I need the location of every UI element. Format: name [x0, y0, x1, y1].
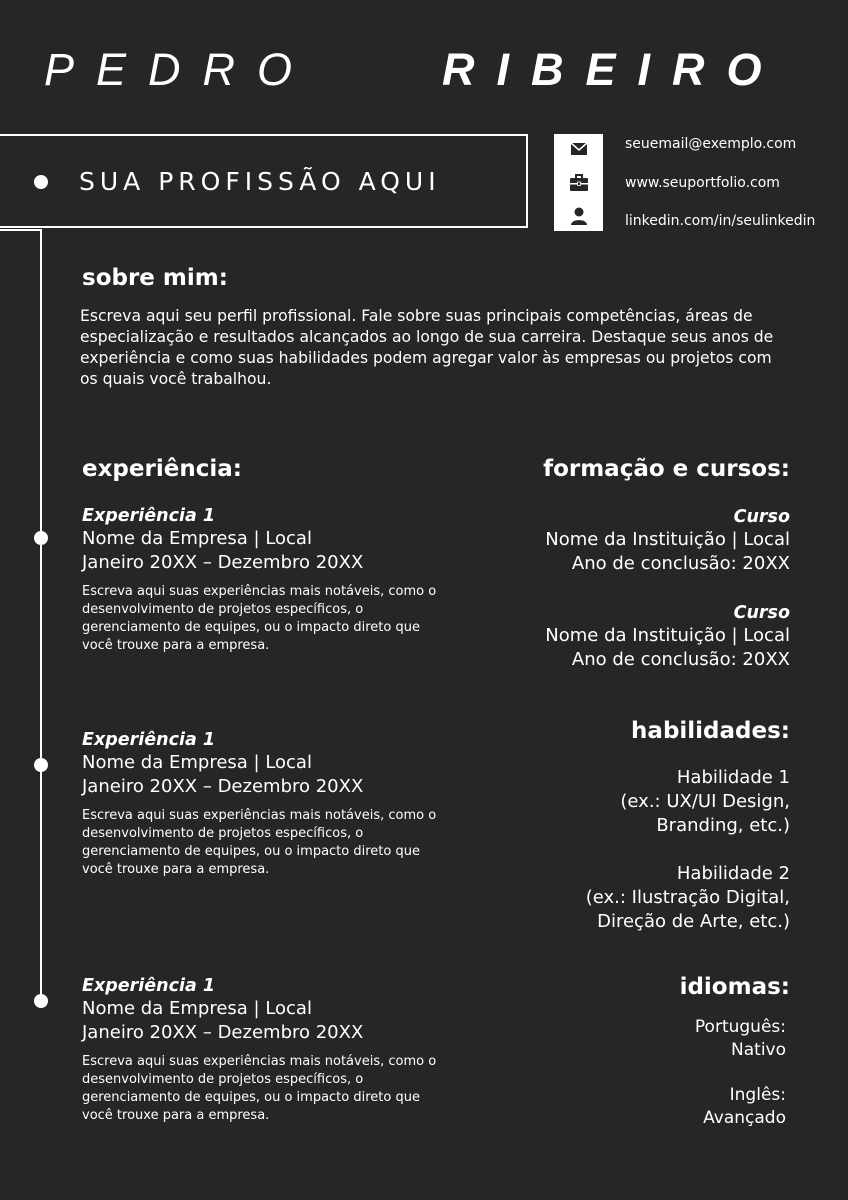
experience-company: Nome da Empresa | Local	[82, 998, 312, 1019]
language-level: Avançado	[703, 1108, 786, 1128]
user-icon	[567, 204, 591, 228]
experience-title: Experiência 1	[82, 730, 216, 750]
portfolio-link[interactable]: www.seuportfolio.com	[625, 175, 780, 191]
skill-example: Direção de Arte, etc.)	[597, 911, 790, 932]
profession-title: SUA PROFISSÃO AQUI	[79, 167, 441, 196]
timeline-connector	[0, 229, 41, 231]
course-institution: Nome da Instituição | Local	[545, 529, 790, 550]
timeline-dot	[34, 758, 48, 772]
education-heading: formação e cursos:	[543, 456, 790, 482]
language-level: Nativo	[731, 1040, 786, 1060]
education-item	[545, 602, 790, 672]
experience-heading: experiência:	[82, 456, 242, 482]
experience-item	[82, 729, 452, 879]
course-year: Ano de conclusão: 20XX	[571, 649, 790, 670]
about-heading: sobre mim:	[82, 265, 228, 291]
experience-title: Experiência 1	[82, 976, 216, 996]
language-item	[703, 1084, 786, 1130]
skill-example: Branding, etc.)	[656, 815, 790, 836]
course-title: Curso	[733, 603, 790, 623]
education-item	[545, 506, 790, 576]
timeline-dot	[34, 994, 48, 1008]
experience-description: Escreva aqui suas experiências mais notáveis, como o desenvolvimento de projetos específicos, o gerenciamento de equipes, ou o impacto direto que você trouxe para a empresa.	[82, 808, 437, 877]
experience-company: Nome da Empresa | Local	[82, 752, 312, 773]
skill-item	[620, 766, 790, 838]
skill-name: Habilidade 1	[676, 767, 790, 788]
email-link[interactable]: seuemail@exemplo.com	[625, 136, 797, 152]
last-name: RIBEIRO	[442, 44, 784, 95]
skill-name: Habilidade 2	[676, 863, 790, 884]
course-institution: Nome da Instituição | Local	[545, 625, 790, 646]
experience-period: Janeiro 20XX – Dezembro 20XX	[82, 552, 364, 573]
first-name: PEDRO	[44, 44, 315, 95]
experience-description: Escreva aqui suas experiências mais notáveis, como o desenvolvimento de projetos específicos, o gerenciamento de equipes, ou o impacto direto que você trouxe para a empresa.	[82, 1054, 437, 1123]
experience-item	[82, 505, 452, 655]
profession-bullet	[34, 175, 48, 189]
timeline-line	[40, 229, 42, 1001]
linkedin-link[interactable]: linkedin.com/in/seulinkedin	[625, 213, 816, 229]
skills-heading: habilidades:	[631, 718, 790, 744]
experience-period: Janeiro 20XX – Dezembro 20XX	[82, 776, 364, 797]
envelope-icon	[567, 137, 591, 161]
skill-item	[586, 862, 790, 934]
experience-item	[82, 975, 452, 1125]
language-name: Inglês:	[729, 1085, 786, 1105]
course-title: Curso	[733, 507, 790, 527]
skill-example: (ex.: UX/UI Design,	[620, 791, 790, 812]
course-year: Ano de conclusão: 20XX	[571, 553, 790, 574]
experience-title: Experiência 1	[82, 506, 216, 526]
languages-heading: idiomas:	[679, 974, 790, 1000]
language-name: Português:	[694, 1017, 786, 1037]
about-text: Escreva aqui seu perfil profissional. Fale sobre suas principais competências, áreas de especialização e resultados alcançados ao longo de sua carreira. Destaque seus anos de experiência e como suas habilidades podem agregar valor às empresas ou projetos com os quais você trabalhou.	[80, 307, 774, 388]
language-item	[695, 1016, 786, 1062]
experience-period: Janeiro 20XX – Dezembro 20XX	[82, 1022, 364, 1043]
experience-description: Escreva aqui suas experiências mais notáveis, como o desenvolvimento de projetos específicos, o gerenciamento de equipes, ou o impacto direto que você trouxe para a empresa.	[82, 584, 437, 653]
timeline-dot	[34, 531, 48, 545]
experience-company: Nome da Empresa | Local	[82, 528, 312, 549]
briefcase-icon	[567, 171, 591, 195]
skill-example: (ex.: Ilustração Digital,	[585, 887, 790, 908]
